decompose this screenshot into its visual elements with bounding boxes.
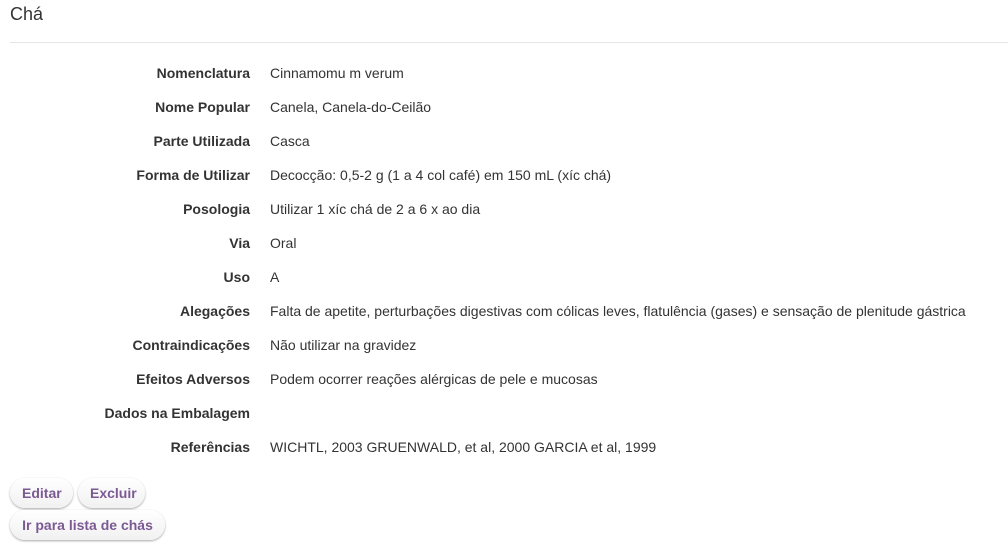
detail-label: Nome Popular (155, 99, 250, 115)
detail-row-parte-utilizada (0, 124, 1008, 158)
detail-row-nomenclatura (0, 56, 1008, 90)
detail-label: Efeitos Adversos (136, 371, 250, 387)
page-title: Chá (10, 4, 44, 24)
detail-value: Falta de apetite, perturbações digestivas com cólicas leves, flatulência (gases) e sensação de plenitude gástrica (270, 303, 966, 319)
detail-row-uso (0, 260, 1008, 294)
go-to-tea-list-button[interactable]: Ir para lista de chás (10, 510, 165, 540)
title-divider (10, 42, 1008, 43)
detail-row-referencias (0, 430, 1008, 464)
detail-value: Cinnamomu m verum (270, 65, 404, 81)
detail-label: Dados na Embalagem (104, 405, 250, 421)
detail-label: Referências (170, 439, 250, 455)
detail-label: Alegações (179, 303, 250, 319)
detail-value: Não utilizar na gravidez (270, 337, 417, 353)
detail-value: Oral (270, 235, 297, 251)
detail-value: WICHTL, 2003 GRUENWALD, et al, 2000 GARCIA et al, 1999 (270, 439, 657, 455)
detail-value: Canela, Canela-do-Ceilão (270, 99, 432, 115)
detail-value: Utilizar 1 xíc chá de 2 a 6 x ao dia (270, 201, 481, 217)
detail-label: Nomenclatura (156, 65, 250, 81)
detail-label: Contraindicações (132, 337, 250, 353)
detail-value: Decocção: 0,5-2 g (1 a 4 col café) em 150 mL (xíc chá) (270, 167, 612, 183)
detail-row-posologia (0, 192, 1008, 226)
detail-value: Podem ocorrer reações alérgicas de pele e mucosas (270, 371, 598, 387)
detail-label: Posologia (183, 201, 250, 217)
detail-row-alegacoes (0, 294, 1008, 328)
detail-value: Casca (270, 133, 310, 149)
detail-value: A (270, 269, 280, 285)
detail-row-nome-popular (0, 90, 1008, 124)
detail-row-efeitos-adversos (0, 362, 1008, 396)
detail-label: Parte Utilizada (153, 133, 250, 149)
detail-row-dados-na-embalagem (0, 396, 1008, 430)
edit-button[interactable]: Editar (10, 478, 73, 508)
detail-label: Via (229, 235, 250, 251)
detail-row-contraindicacoes (0, 328, 1008, 362)
detail-row-via (0, 226, 1008, 260)
detail-row-forma-de-utilizar (0, 158, 1008, 192)
delete-button[interactable]: Excluir (78, 478, 145, 508)
details-list (0, 56, 1008, 464)
detail-label: Uso (223, 269, 250, 285)
detail-label: Forma de Utilizar (136, 167, 250, 183)
